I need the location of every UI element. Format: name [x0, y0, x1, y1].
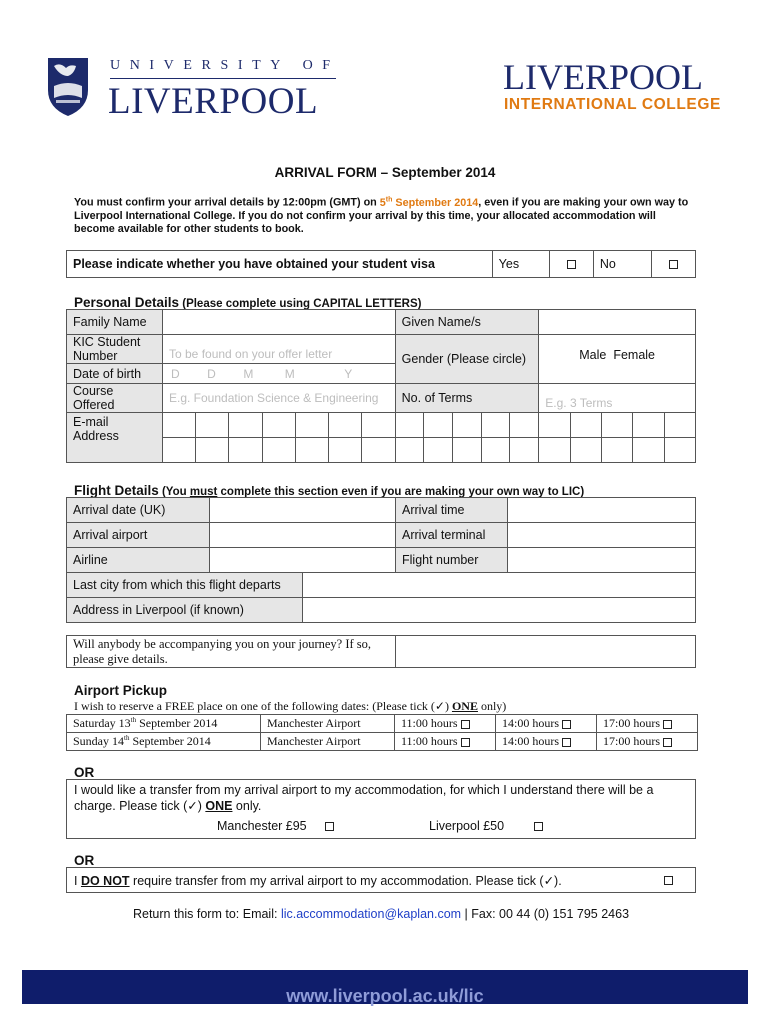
gender-field[interactable] [539, 335, 696, 384]
no-transfer-checkbox[interactable] [664, 876, 673, 885]
email-char-box[interactable] [481, 438, 510, 463]
accompany-table [66, 635, 696, 668]
email-char-box[interactable] [539, 438, 570, 463]
page-title: ARRIVAL FORM – September 2014 [274, 165, 496, 180]
email-char-box[interactable] [196, 413, 229, 438]
pickup-airport: Manchester Airport [261, 715, 395, 733]
arrival-terminal-field[interactable] [508, 523, 696, 548]
return-email-link[interactable]: lic.accommodation@kaplan.com [280, 907, 462, 921]
accompany-field[interactable] [396, 636, 696, 668]
terms-label: No. of Terms [395, 384, 539, 413]
pickup-slot-14[interactable]: 14:00 hours [496, 733, 597, 751]
email-char-box[interactable] [329, 438, 362, 463]
pickup-slot-17[interactable]: 17:00 hours [597, 733, 698, 751]
arrival-date-field[interactable] [210, 498, 396, 523]
or-divider-2: OR [74, 853, 95, 868]
gender-label: Gender (Please circle) [395, 335, 539, 384]
transfer-text: I would like a transfer from my arrival airport to my accommodation, for which I understand there will be a charge. Please tick (✓) ONE only. [74, 783, 654, 813]
dob-label: Date of birth [67, 364, 163, 384]
pickup-date: Sunday 14th September 2014 [67, 733, 261, 751]
last-city-field[interactable] [303, 573, 696, 598]
visa-yes-label: Yes [492, 251, 549, 278]
checkbox-icon [663, 720, 672, 729]
email-char-box[interactable] [395, 413, 424, 438]
visa-table [66, 250, 696, 278]
visa-yes-checkbox[interactable] [567, 260, 576, 269]
pickup-slot-11[interactable]: 11:00 hours [395, 715, 496, 733]
student-number-field[interactable]: To be found on your offer letter [163, 335, 396, 364]
pickup-airport: Manchester Airport [261, 733, 395, 751]
address-label: Address in Liverpool (if known) [67, 598, 303, 623]
email-label: E-mail Address [67, 413, 163, 463]
course-label: Course Offered [67, 384, 163, 413]
checkbox-icon [562, 738, 571, 747]
arrival-terminal-label: Arrival terminal [396, 523, 508, 548]
pickup-slot-17[interactable]: 17:00 hours [597, 715, 698, 733]
email-char-box[interactable] [664, 413, 695, 438]
dob-field[interactable]: D D M M Y [163, 364, 396, 384]
email-char-box[interactable] [453, 413, 482, 438]
given-names-label: Given Name/s [395, 310, 539, 335]
arrival-airport-field[interactable] [210, 523, 396, 548]
arrival-time-label: Arrival time [396, 498, 508, 523]
email-char-box[interactable] [510, 413, 539, 438]
checkbox-icon [461, 720, 470, 729]
no-transfer-text: I DO NOT require transfer from my arrival airport to my accommodation. Please tick (✓). [74, 874, 562, 888]
pickup-slot-11[interactable]: 11:00 hours [395, 733, 496, 751]
arrival-airport-label: Arrival airport [67, 523, 210, 548]
visa-question: Please indicate whether you have obtained your student visa [67, 251, 493, 278]
student-number-label: KIC Student Number [67, 335, 163, 364]
pickup-table [66, 714, 698, 751]
email-char-box[interactable] [229, 438, 262, 463]
footer-website-link[interactable]: www.liverpool.ac.uk/lic [286, 986, 484, 1006]
checkbox-icon [663, 738, 672, 747]
email-char-box[interactable] [329, 413, 362, 438]
arrival-time-field[interactable] [508, 498, 696, 523]
uol-logo-top-text: UNIVERSITY OF [110, 58, 340, 73]
visa-no-label: No [593, 251, 651, 278]
email-char-box[interactable] [229, 413, 262, 438]
email-char-box[interactable] [424, 413, 453, 438]
email-char-box[interactable] [601, 438, 632, 463]
gender-male-option[interactable]: Male [579, 348, 607, 362]
checkbox-icon [461, 738, 470, 747]
email-char-box[interactable] [262, 438, 295, 463]
terms-field[interactable]: E.g. 3 Terms [539, 384, 696, 413]
university-crest-icon [46, 56, 90, 118]
address-field[interactable] [303, 598, 696, 623]
airline-label: Airline [67, 548, 210, 573]
personal-table [66, 309, 696, 463]
transfer-liverpool-option[interactable]: Liverpool £50 [429, 819, 543, 833]
lic-logo-sub-text: INTERNATIONAL COLLEGE [504, 96, 721, 113]
flight-table-top [66, 497, 696, 573]
or-divider-1: OR [74, 765, 95, 780]
pickup-row [67, 733, 698, 751]
pickup-instructions: I wish to reserve a FREE place on one of the following dates: (Please tick (✓) ONE only) [74, 699, 507, 713]
email-char-box[interactable] [295, 413, 328, 438]
email-char-box[interactable] [481, 413, 510, 438]
flight-number-label: Flight number [396, 548, 508, 573]
email-char-box[interactable] [601, 413, 632, 438]
email-char-box[interactable] [633, 438, 664, 463]
email-char-box[interactable] [362, 438, 395, 463]
email-char-box[interactable] [570, 438, 601, 463]
uol-logo-rule [110, 78, 336, 79]
email-char-box[interactable] [295, 438, 328, 463]
intro-paragraph: You must confirm your arrival details by 12:00pm (GMT) on 5th September 2014, even if you are making your own way to Liverpool International College. If you do not confirm your arrival by this time, your allocated accommodation will become available for other students to book. [74, 196, 689, 235]
pickup-heading: Airport Pickup [74, 683, 168, 698]
email-char-box[interactable] [633, 413, 664, 438]
email-char-box[interactable] [163, 438, 196, 463]
email-char-box[interactable] [510, 438, 539, 463]
email-char-box[interactable] [262, 413, 295, 438]
checkbox-icon [562, 720, 571, 729]
pickup-date: Saturday 13th September 2014 [67, 715, 261, 733]
return-info: Return this form to: Email: lic.accommodation@kaplan.com | Fax: 00 44 (0) 151 795 2463 [132, 907, 630, 921]
last-city-label: Last city from which this flight departs [67, 573, 303, 598]
checkbox-icon [534, 822, 543, 831]
transfer-manchester-option[interactable]: Manchester £95 [217, 819, 334, 833]
email-char-box[interactable] [196, 438, 229, 463]
email-char-box[interactable] [570, 413, 601, 438]
uol-logo-main-text: LIVERPOOL [108, 81, 319, 122]
arrival-date-label: Arrival date (UK) [67, 498, 210, 523]
accompany-question: Will anybody be accompanying you on your journey? If so, please give details. [67, 636, 396, 668]
personal-heading: Personal Details (Please complete using CAPITAL LETTERS) [74, 295, 422, 310]
family-name-field[interactable] [163, 310, 396, 335]
no-transfer-box [66, 867, 696, 893]
checkbox-icon [325, 822, 334, 831]
lic-logo-main-text: LIVERPOOL [503, 57, 703, 97]
gender-female-option[interactable]: Female [613, 348, 655, 362]
email-char-box[interactable] [424, 438, 453, 463]
pickup-row [67, 715, 698, 733]
pickup-slot-14[interactable]: 14:00 hours [496, 715, 597, 733]
family-name-label: Family Name [67, 310, 163, 335]
visa-no-checkbox[interactable] [669, 260, 678, 269]
flight-number-field[interactable] [508, 548, 696, 573]
course-field[interactable]: E.g. Foundation Science & Engineering [163, 384, 396, 413]
email-char-box[interactable] [664, 438, 695, 463]
email-char-box[interactable] [395, 438, 424, 463]
flight-table-bottom [66, 572, 696, 623]
transfer-box [66, 779, 696, 839]
email-char-box[interactable] [453, 438, 482, 463]
flight-heading: Flight Details (You must complete this section even if you are making your own way to LIC) [74, 483, 585, 498]
email-char-box[interactable] [539, 413, 570, 438]
email-char-box[interactable] [163, 413, 196, 438]
given-names-field[interactable] [539, 310, 696, 335]
airline-field[interactable] [210, 548, 396, 573]
email-char-box[interactable] [362, 413, 395, 438]
